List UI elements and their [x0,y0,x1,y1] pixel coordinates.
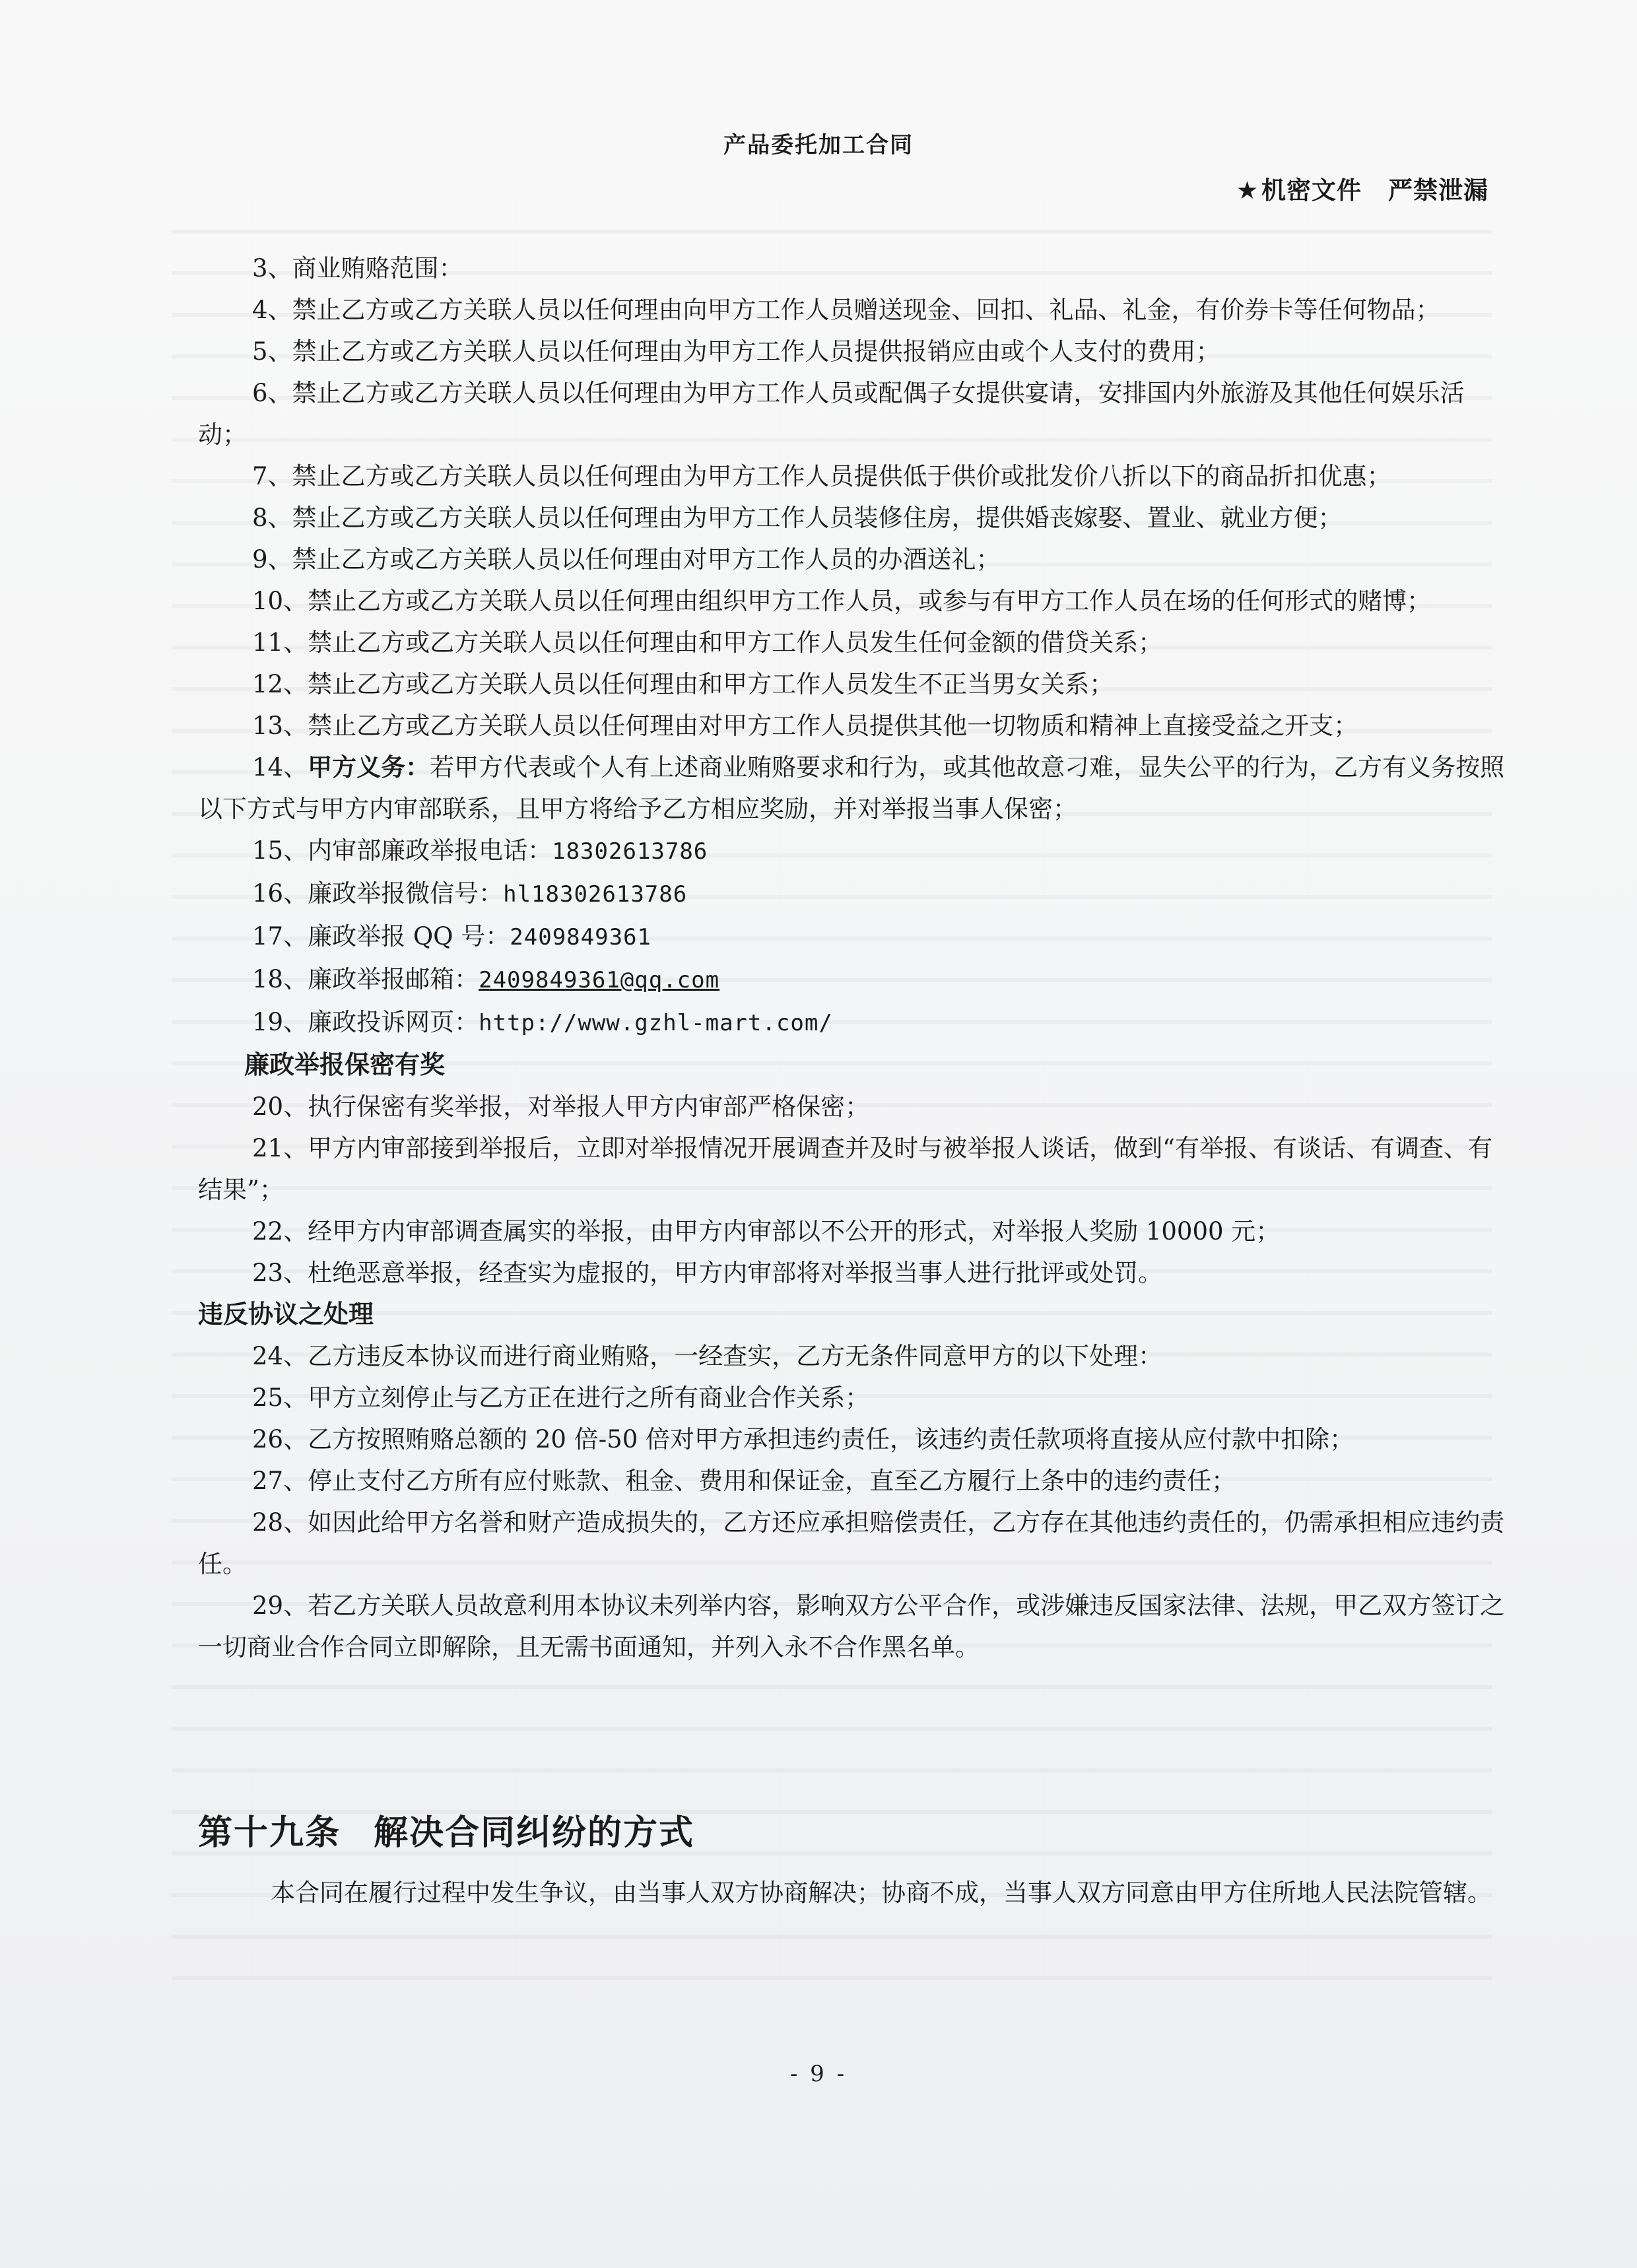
article-number: 第十九条 [198,1813,341,1853]
rewards-heading: 廉政举报保密有奖 [244,1050,446,1079]
report-web-link[interactable]: http://www.gzhl-mart.com/ [479,1010,833,1036]
report-qq-value: 2409849361 [510,924,651,951]
clause-14-text: 若甲方代表或个人有上述商业贿赂要求和行为，或其他故意刁难，显失公平的行为，乙方有义务按照以下方式与甲方内审部联系，且甲方将给予乙方相应奖励，并对举报当事人保密； [198,753,1505,823]
page-number: - 9 - [789,2061,848,2087]
clause-28: 28、如因此给甲方名誉和财产造成损失的，乙方还应承担赔偿责任，乙方存在其他违约责任的，仍需承担相应违约责任。 [198,1508,1505,1578]
report-web [198,1001,1505,1044]
clause-29: 29、若乙方关联人员故意利用本协议未列举内容，影响双方公平合作，或涉嫌违反国家法律、法规，甲乙双方签订之一切商业合作合同立即解除，且无需书面通知，并列入永不合作黑名单。 [198,1591,1505,1661]
report-phone-value: 18302613786 [552,838,708,865]
clause-27: 27、停止支付乙方所有应付账款、租金、费用和保证金，直至乙方履行上条中的违约责任； [252,1467,1236,1495]
contract-body [198,248,1505,1668]
clause-25: 25、甲方立刻停止与乙方正在进行之所有商业合作关系； [252,1384,870,1412]
clause-20: 20、执行保密有奖举报，对举报人甲方内审部严格保密； [252,1092,870,1121]
clause-6: 6、禁止乙方或乙方关联人员以任何理由为甲方工作人员或配偶子女提供宴请，安排国内外旅游及其他任何娱乐活动； [198,379,1465,449]
clause-10: 10、禁止乙方或乙方关联人员以任何理由组织甲方工作人员，或参与有甲方工作人员在场的任何形式的赌博； [252,587,1432,615]
report-email [198,958,1505,1001]
report-wechat-label: 16、廉政举报微信号： [252,879,504,908]
clause-21: 21、甲方内审部接到举报后，立即对举报情况开展调查并及时与被举报人谈话，做到“有举报、有谈话、有调查、有结果”； [198,1134,1492,1204]
report-web-label: 19、廉政投诉网页： [252,1008,479,1036]
clause-14 [198,747,1505,830]
confidential-mark [1236,170,1488,206]
report-phone [198,830,1505,873]
clause-22: 22、经甲方内审部调查属实的举报，由甲方内审部以不公开的形式，对举报人奖励 10000 元； [252,1217,1281,1246]
clause-5: 5、禁止乙方或乙方关联人员以任何理由为甲方工作人员提供报销应由或个人支付的费用； [252,337,1220,366]
clause-3: 3、商业贿赂范围： [252,254,463,283]
clause-13: 13、禁止乙方或乙方关联人员以任何理由对甲方工作人员提供其他一切物质和精神上直接受益之开支； [252,712,1358,740]
no-leak-label: 严禁泄漏 [1388,176,1488,205]
report-email-link[interactable]: 2409849361@qq.com [479,967,720,993]
report-qq-label: 17、廉政举报 QQ 号： [252,922,510,951]
star-icon: ★ [1236,176,1259,205]
confidential-label: 机密文件 [1261,176,1362,205]
clause-9: 9、禁止乙方或乙方关联人员以任何理由对甲方工作人员的办酒送礼； [252,545,1001,574]
report-wechat [198,873,1505,916]
article-19-body: 本合同在履行过程中发生争议，由当事人双方协商解决；协商不成，当事人双方同意由甲方住所地人民法院管辖。 [271,1879,1492,1907]
clause-26: 26、乙方按照贿赂总额的 20 倍-50 倍对甲方承担违约责任，该违约责任款项将直接从应付款中扣除； [252,1425,1354,1453]
clause-14-number: 14、 [252,753,308,782]
clause-23: 23、杜绝恶意举报，经查实为虚报的，甲方内审部将对举报当事人进行批评或处罚。 [252,1259,1163,1287]
report-email-label: 18、廉政举报邮箱： [252,965,479,993]
article-title: 解决合同纠纷的方式 [374,1813,695,1853]
clause-4: 4、禁止乙方或乙方关联人员以任何理由向甲方工作人员赠送现金、回扣、礼品、礼金，有价券卡等任何物品； [252,296,1440,324]
clause-8: 8、禁止乙方或乙方关联人员以任何理由为甲方工作人员装修住房，提供婚丧嫁娶、置业、就业方便； [252,504,1343,532]
clause-24: 24、乙方违反本协议而进行商业贿赂，一经查实，乙方无条件同意甲方的以下处理： [252,1342,1163,1370]
article-19-heading [198,1805,694,1854]
report-phone-label: 15、内审部廉政举报电话： [252,836,552,865]
clause-11: 11、禁止乙方或乙方关联人员以任何理由和甲方工作人员发生任何金额的借贷关系； [252,628,1163,657]
clause-12: 12、禁止乙方或乙方关联人员以任何理由和甲方工作人员发生不正当男女关系； [252,670,1114,698]
clause-7: 7、禁止乙方或乙方关联人员以任何理由为甲方工作人员提供低于供价或批发价八折以下的商品折扣优惠； [252,462,1391,490]
report-qq [198,916,1505,958]
breach-heading: 违反协议之处理 [198,1300,374,1329]
clause-14-label: 甲方义务： [308,753,430,782]
report-wechat-value: hl18302613786 [503,881,688,908]
document-title: 产品委托加工合同 [723,132,914,158]
